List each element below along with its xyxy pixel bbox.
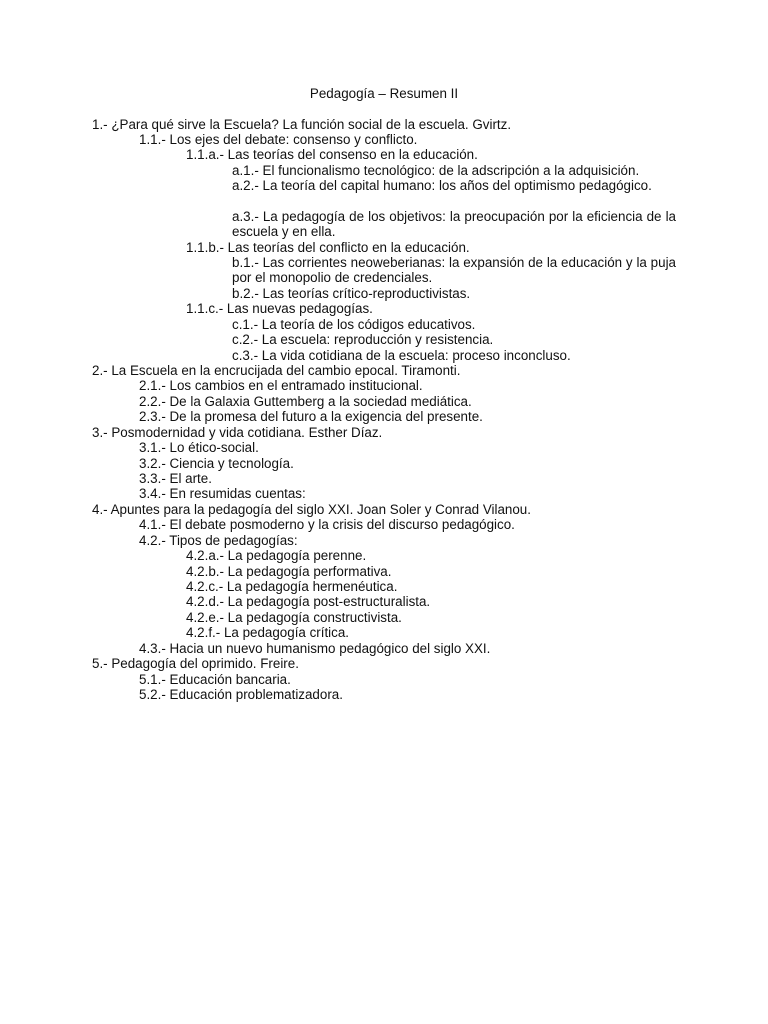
subsection-4-2: 4.2.- Tipos de pedagogías: [139,533,298,548]
item-a-3: a.3.- La pedagogía de los objetivos: la preocupación por la eficiencia de la escuela y en ella. [232,209,676,240]
subsection-3-1: 3.1.- Lo ético-social. [139,440,259,455]
item-c-2: c.2.- La escuela: reproducción y resistencia. [232,332,494,347]
subsection-4-1: 4.1.- El debate posmoderno y la crisis del discurso pedagógico. [139,517,515,532]
subsection-4-2-a: 4.2.a.- La pedagogía perenne. [186,548,367,563]
item-b-1: b.1.- Las corrientes neoweberianas: la expansión de la educación y la puja por el monopolio de credenciales. [232,255,676,286]
subsection-1-1-b: 1.1.b.- Las teorías del conflicto en la educación. [186,240,470,255]
subsection-1-1: 1.1.- Los ejes del debate: consenso y conflicto. [139,132,418,147]
section-5-heading: 5.- Pedagogía del oprimido. Freire. [92,656,299,671]
subsection-5-1: 5.1.- Educación bancaria. [139,672,291,687]
subsection-3-3: 3.3.- El arte. [139,471,212,486]
section-2-heading: 2.- La Escuela en la encrucijada del cambio epocal. Tiramonti. [92,363,461,378]
subsection-4-2-e: 4.2.e.- La pedagogía constructivista. [186,610,402,625]
section-1-heading: 1.- ¿Para qué sirve la Escuela? La función social de la escuela. Gvirtz. [92,117,512,132]
subsection-3-4: 3.4.- En resumidas cuentas: [139,486,306,501]
subsection-4-3: 4.3.- Hacia un nuevo humanismo pedagógico del siglo XXI. [139,641,491,656]
subsection-2-3: 2.3.- De la promesa del futuro a la exigencia del presente. [139,409,483,424]
document-title: Pedagogía – Resumen II [309,86,459,101]
item-a-1: a.1.- El funcionalismo tecnológico: de la adscripción a la adquisición. [232,163,640,178]
subsection-1-1-a: 1.1.a.- Las teorías del consenso en la educación. [186,147,478,162]
item-c-1: c.1.- La teoría de los códigos educativos. [232,317,476,332]
section-4-heading: 4.- Apuntes para la pedagogía del siglo XXI. Joan Soler y Conrad Vilanou. [92,502,531,517]
subsection-4-2-d: 4.2.d.- La pedagogía post-estructuralista. [186,594,431,609]
item-c-3: c.3.- La vida cotidiana de la escuela: proceso inconcluso. [232,348,571,363]
subsection-2-1: 2.1.- Los cambios en el entramado institucional. [139,378,423,393]
section-3-heading: 3.- Posmodernidad y vida cotidiana. Esther Díaz. [92,425,383,440]
subsection-1-1-c: 1.1.c.- Las nuevas pedagogías. [186,301,373,316]
subsection-2-2: 2.2.- De la Galaxia Guttemberg a la sociedad mediática. [139,394,472,409]
subsection-4-2-c: 4.2.c.- La pedagogía hermenéutica. [186,579,398,594]
subsection-3-2: 3.2.- Ciencia y tecnología. [139,456,294,471]
item-b-2: b.2.- Las teorías crítico-reproductivistas. [232,286,471,301]
item-a-2: a.2.- La teoría del capital humano: los años del optimismo pedagógico. [232,178,652,193]
subsection-4-2-b: 4.2.b.- La pedagogía performativa. [186,564,392,579]
subsection-5-2: 5.2.- Educación problematizadora. [139,687,343,702]
subsection-4-2-f: 4.2.f.- La pedagogía crítica. [186,625,350,640]
